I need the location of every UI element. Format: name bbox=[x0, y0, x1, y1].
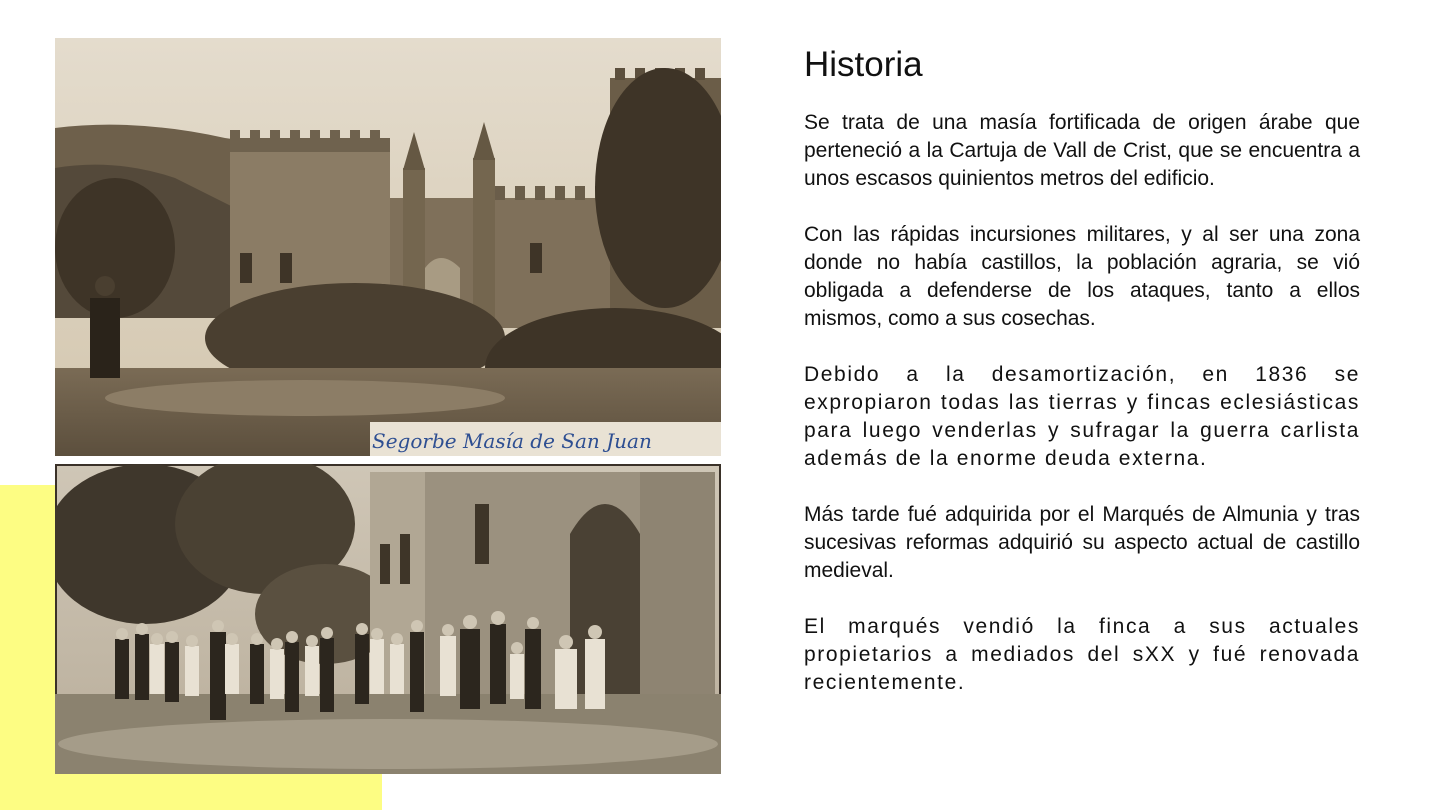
paragraph-current-owners: El marqués vendió la finca a sus actuales propietarios a mediados del sXX y fué renovada recientemente. bbox=[804, 615, 1360, 694]
page-title: Historia bbox=[804, 45, 923, 84]
paragraph-origin: Se trata de una masía fortificada de origen árabe que perteneció a la Cartuja de Vall de Crist, que se encuentra a unos escasos quinientos metros del edificio. bbox=[804, 111, 1360, 190]
paragraph-marques: Más tarde fué adquirida por el Marqués de Almunia y tras sucesivas reformas adquirió su aspecto actual de castillo medieval. bbox=[804, 503, 1360, 582]
paragraph-incursions: Con las rápidas incursiones militares, y al ser una zona donde no había castillos, la población agraria, se vió obligada a defenderse de los ataques, tanto a ellos mismos, como a sus cosechas. bbox=[804, 223, 1360, 330]
history-text-column bbox=[804, 44, 1360, 725]
group-gathering-photo bbox=[55, 464, 721, 774]
postcard-caption: Segorbe Masía de San Juan bbox=[372, 429, 652, 453]
castle-postcard-photo bbox=[55, 38, 721, 456]
paragraph-desamortizacion: Debido a la desamortización, en 1836 se expropiaron todas las tierras y fincas eclesiásticas para luego venderlas y sufragar la guerra carlista además de la enorme deuda externa. bbox=[804, 363, 1360, 470]
